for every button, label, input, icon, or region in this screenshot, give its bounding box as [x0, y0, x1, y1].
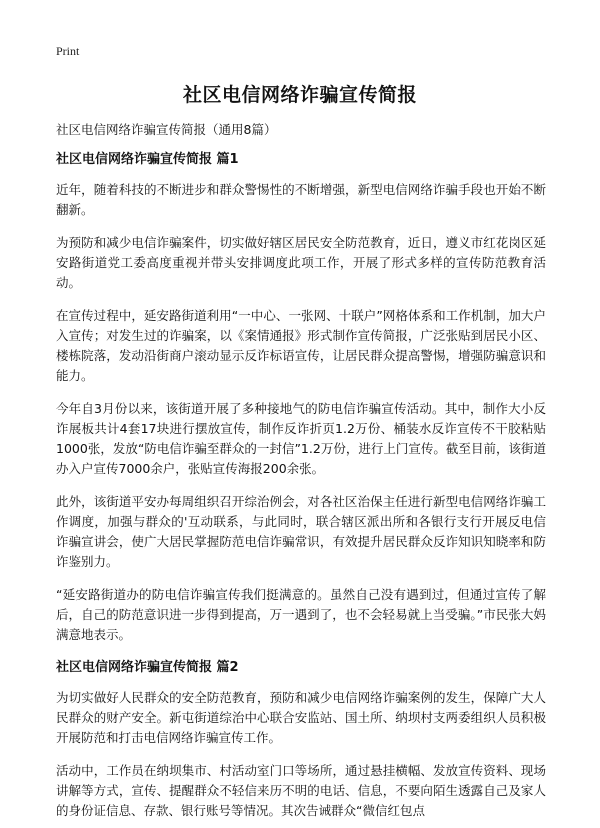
section-heading-1: 社区电信网络诈骗宣传简报 篇1 [56, 152, 239, 167]
paragraph: 近年，随着科技的不断进步和群众警惕性的不断增强，新型电信网络诈骗手段也开始不断翻新。 [56, 182, 546, 217]
section-heading-2: 社区电信网络诈骗宣传简报 篇2 [56, 660, 239, 675]
paragraph: 此外，该街道平安办每周组织召开综治例会，对各社区治保主任进行新型电信网络诈骗工作调度，加强与群众的'互动联系，与此同时，联合辖区派出所和各银行支行开展反电信诈骗宣讲会，使广大居民掌握防范电信诈骗常识，有效提升居民群众反诈知识知晓率和防诈鉴别力。 [56, 494, 546, 569]
print-label[interactable]: Print [56, 44, 80, 58]
page-title: 社区电信网络诈骗宣传简报 [182, 84, 417, 106]
paragraph: 在宣传过程中，延安路街道利用“一中心、一张网、十联户”网格体系和工作机制，加大户入宣传；对发生过的诈骗案，以《案情通报》形式制作宣传简报，广泛张贴到居民小区、楼栋院落，发动沿街商户滚动显示反诈标语宣传，让居民群众提高警惕，增强防骗意识和能力。 [56, 308, 546, 383]
paragraph: “延安路街道办的防电信诈骗宣传我们挺满意的。虽然自己没有遇到过，但通过宣传了解后，自己的防范意识进一步得到提高，万一遇到了，也不会轻易就上当受骗。”市民张大妈满意地表示。 [56, 587, 546, 642]
paragraph: 今年自3月份以来，该街道开展了多种接地气的防电信诈骗宣传活动。其中，制作大小反诈展板共计4套17块进行摆放宣传，制作反诈折页1.2万份、桶装水反诈宣传不干胶粘贴1000张，发放“防电信诈骗至群众的一封信”1.2万份，进行上门宣传。截至目前，该街道办入户宣传7000余户，张贴宣传海报200余张。 [56, 401, 546, 476]
document-subtitle: 社区电信网络诈骗宣传简报（通用8篇） [56, 122, 277, 137]
paragraph: 为预防和减少电信诈骗案件，切实做好辖区居民安全防范教育，近日，遵义市红花岗区延安路街道党工委高度重视并带头安排调度此项工作，开展了形式多样的宣传防范教育活动。 [56, 235, 546, 290]
paragraph: 为切实做好人民群众的安全防范教育，预防和减少电信网络诈骗案例的发生，保障广大人民群众的财产安全。新屯街道综治中心联合安监站、国土所、纳坝村支两委组织人员积极开展防范和打击电信网络诈骗宣传工作。 [56, 690, 546, 745]
paragraph: 活动中，工作员在纳坝集市、村活动室门口等场所，通过悬挂横幅、发放宣传资料、现场讲解等方式，宣传、提醒群众不轻信来历不明的电话、信息，不要向陌生透露自己及家人的身份证信息、存款、银行账号等情况。其次告诫群众“微信红包点 [56, 763, 546, 818]
document-body [56, 120, 546, 828]
